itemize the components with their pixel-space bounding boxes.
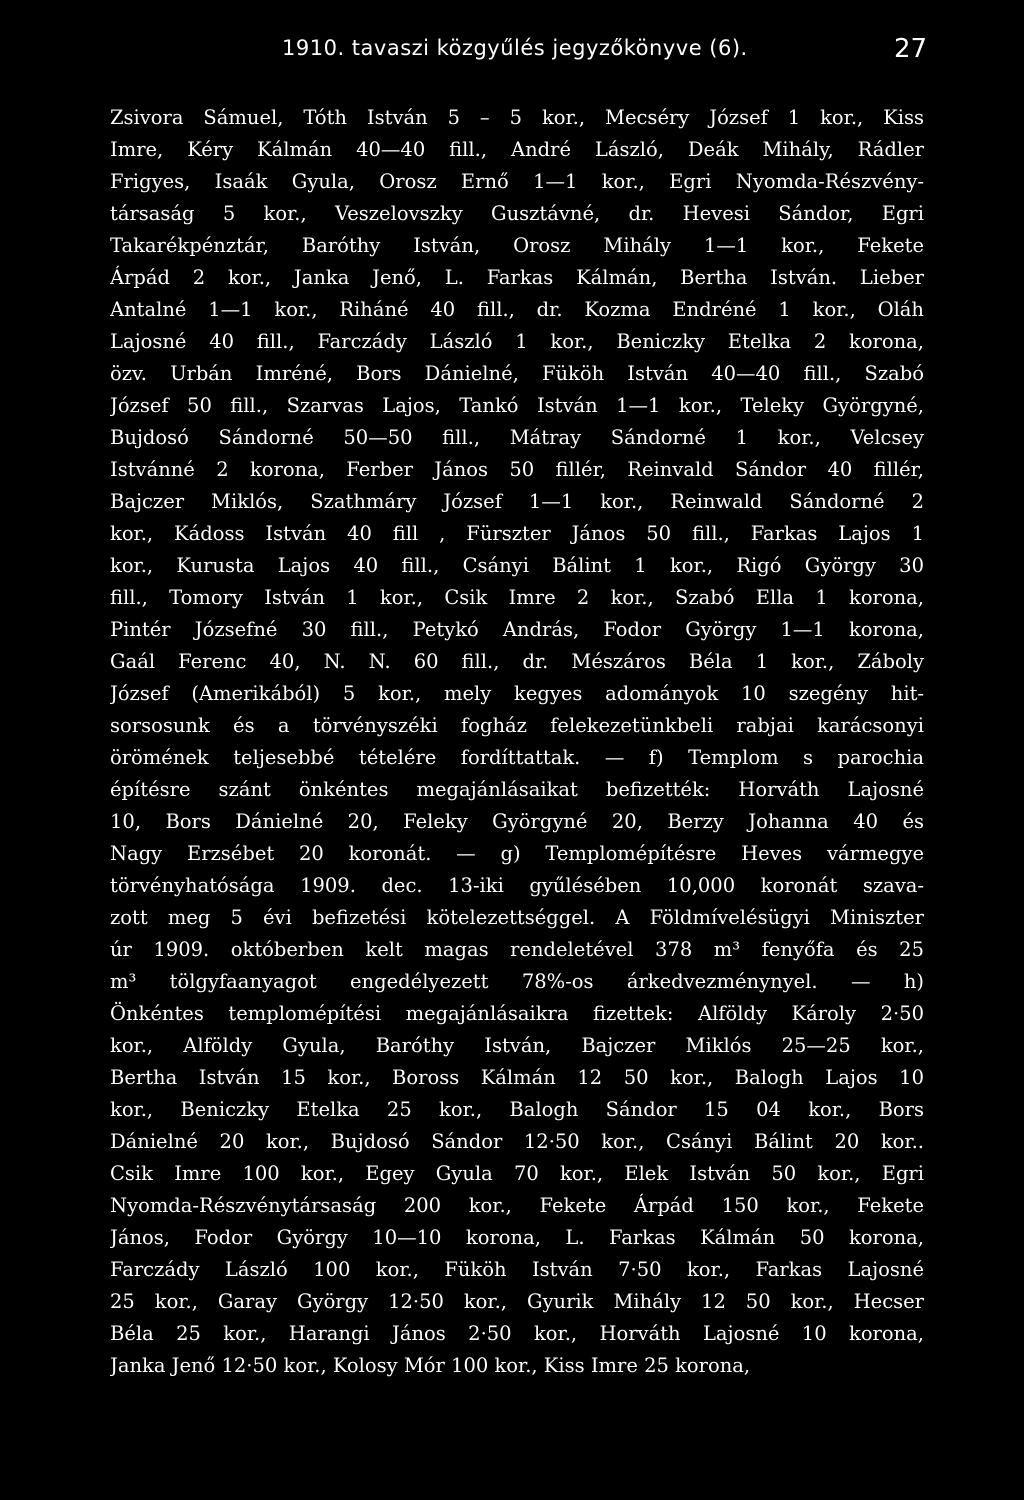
- text-line: Bajczer Miklós, Szathmáry József 1—1 kor., Reinwald Sándorné 2: [110, 490, 924, 513]
- text-line: Janka Jenő 12·50 kor., Kolosy Mór 100 kor., Kiss Imre 25 korona,: [110, 1354, 751, 1377]
- text-line: Istvánné 2 korona, Ferber János 50 fillér, Reinvald Sándor 40 fillér,: [110, 458, 924, 481]
- text-line: úr 1909. októberben kelt magas rendeletével 378 m³ fenyőfa és 25: [110, 938, 924, 961]
- page-header: [0, 36, 1024, 76]
- text-line: kor., Kurusta Lajos 40 fill., Csányi Bálint 1 kor., Rigó György 30: [110, 554, 924, 577]
- body-text: [110, 102, 924, 1382]
- page-title: 1910. tavaszi közgyűlés jegyzőkönyve (6).: [282, 36, 748, 60]
- text-line: társaság 5 kor., Veszelovszky Gusztávné, dr. Hevesi Sándor, Egri: [110, 202, 924, 225]
- text-line: fill., Tomory István 1 kor., Csik Imre 2 kor., Szabó Ella 1 korona,: [110, 586, 924, 609]
- text-line: Bujdosó Sándorné 50—50 fill., Mátray Sándorné 1 kor., Velcsey: [110, 426, 924, 449]
- text-line: Frigyes, Isaák Gyula, Orosz Ernő 1—1 kor., Egri Nyomda-Részvény-: [110, 170, 924, 193]
- text-line: kor., Alföldy Gyula, Baróthy István, Bajczer Miklós 25—25 kor.,: [110, 1034, 924, 1057]
- text-line: 10, Bors Dánielné 20, Feleky Györgyné 20, Berzy Johanna 40 és: [110, 810, 924, 833]
- text-line: Dánielné 20 kor., Bujdosó Sándor 12·50 kor., Csányi Bálint 20 kor..: [110, 1130, 924, 1153]
- text-line: Béla 25 kor., Harangi János 2·50 kor., Horváth Lajosné 10 korona,: [110, 1322, 924, 1345]
- text-line: Csik Imre 100 kor., Egey Gyula 70 kor., Elek István 50 kor., Egri: [110, 1162, 924, 1185]
- text-line: Farczády László 100 kor., Füköh István 7·50 kor., Farkas Lajosné: [110, 1258, 924, 1281]
- text-line: Imre, Kéry Kálmán 40—40 fill., André László, Deák Mihály, Rádler: [110, 138, 924, 161]
- text-line: János, Fodor György 10—10 korona, L. Farkas Kálmán 50 korona,: [110, 1226, 924, 1249]
- text-line: kor., Kádoss István 40 fill , Fürszter János 50 fill., Farkas Lajos 1: [110, 522, 924, 545]
- text-line: Nyomda-Részvénytársaság 200 kor., Fekete Árpád 150 kor., Fekete: [110, 1194, 924, 1217]
- text-line: József (Amerikából) 5 kor., mely kegyes adományok 10 szegény hit-: [110, 682, 924, 705]
- text-line: kor., Beniczky Etelka 25 kor., Balogh Sándor 15 04 kor., Bors: [110, 1098, 924, 1121]
- text-line: Lajosné 40 fill., Farczády László 1 kor., Beniczky Etelka 2 korona,: [110, 330, 924, 353]
- text-line: Nagy Erzsébet 20 koronát. — g) Templomépítésre Heves vármegye: [110, 842, 924, 865]
- text-line: Takarékpénztár, Baróthy István, Orosz Mihály 1—1 kor., Fekete: [110, 234, 924, 257]
- text-line: Zsivora Sámuel, Tóth István 5 – 5 kor., Mecséry József 1 kor., Kiss: [110, 106, 924, 129]
- text-line: zott meg 5 évi befizetési kötelezettséggel. A Földmívelésügyi Miniszter: [110, 906, 924, 929]
- text-line: Pintér Józsefné 30 fill., Petykó András, Fodor György 1—1 korona,: [110, 618, 924, 641]
- text-line: özv. Urbán Imréné, Bors Dánielné, Füköh István 40—40 fill., Szabó: [110, 362, 924, 385]
- text-line: törvényhatósága 1909. dec. 13-iki gyűlésében 10,000 koronát szava-: [110, 874, 924, 897]
- text-line: Árpád 2 kor., Janka Jenő, L. Farkas Kálmán, Bertha István. Lieber: [110, 266, 924, 289]
- text-line: örömének teljesebbé tételére fordíttattak. — f) Templom s parochia: [110, 746, 924, 769]
- text-line: 25 kor., Garay György 12·50 kor., Gyurik Mihály 12 50 kor., Hecser: [110, 1290, 924, 1313]
- text-line: Gaál Ferenc 40, N. N. 60 fill., dr. Mészáros Béla 1 kor., Záboly: [110, 650, 924, 673]
- text-line: építésre szánt önkéntes megajánlásaikat befizették: Horváth Lajosné: [110, 778, 924, 801]
- text-line: m³ tölgyfaanyagot engedélyezett 78%-os árkedvezménynyel. — h): [110, 970, 924, 993]
- page-number: 27: [894, 34, 928, 64]
- text-line: Bertha István 15 kor., Boross Kálmán 12 50 kor., Balogh Lajos 10: [110, 1066, 924, 1089]
- text-line: sorsosunk és a törvényszéki fogház felekezetünkbeli rabjai karácsonyi: [110, 714, 924, 737]
- text-line: Antalné 1—1 kor., Riháné 40 fill., dr. Kozma Endréné 1 kor., Oláh: [110, 298, 924, 321]
- text-line: József 50 fill., Szarvas Lajos, Tankó István 1—1 kor., Teleky Györgyné,: [110, 394, 924, 417]
- text-line: Önkéntes templomépítési megajánlásaikra fizettek: Alföldy Károly 2·50: [110, 1002, 924, 1025]
